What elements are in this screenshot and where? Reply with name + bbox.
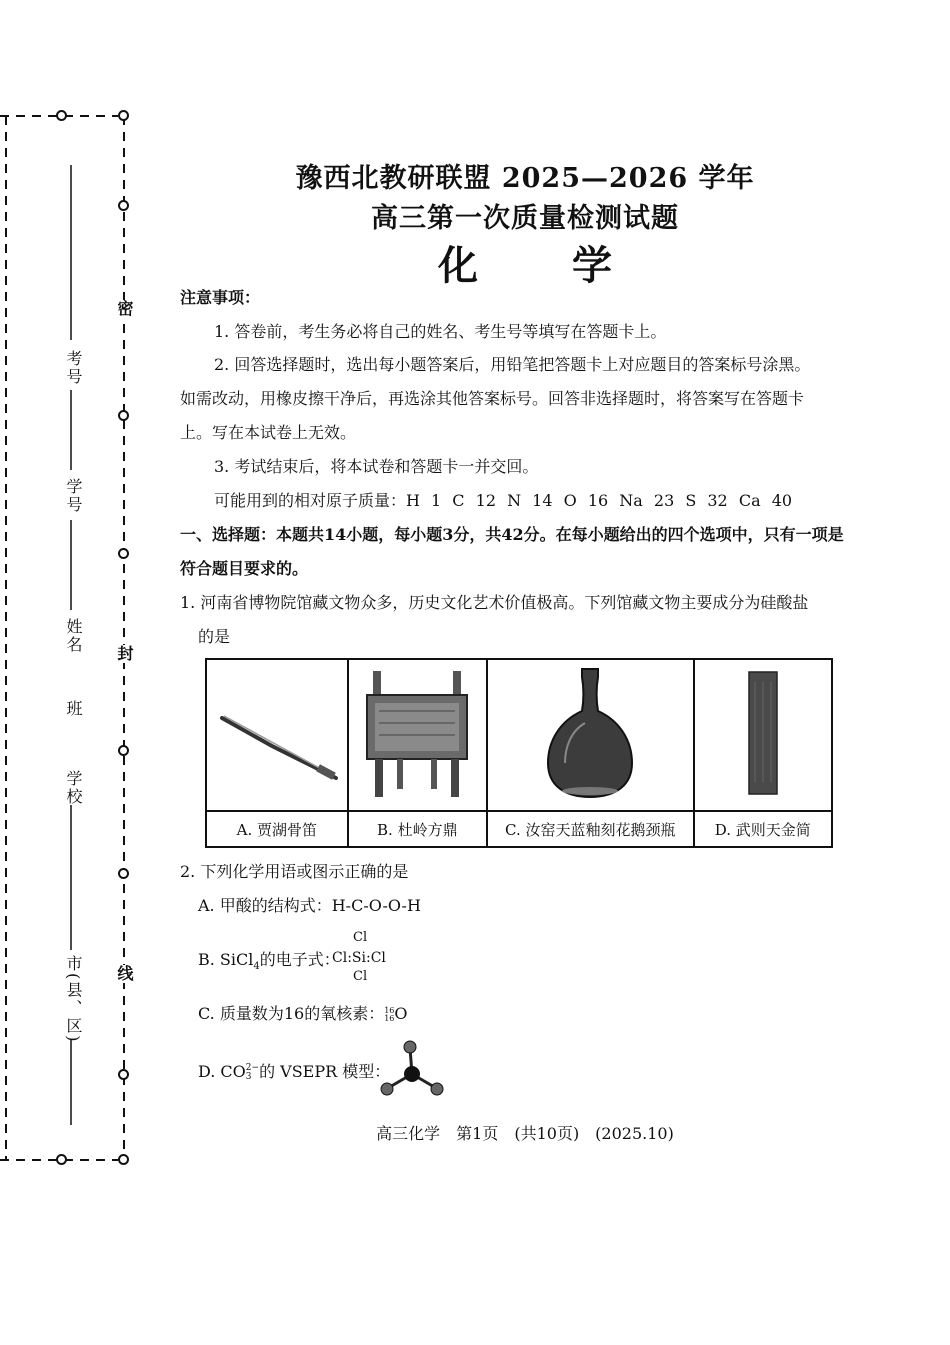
section1-heading-a: 一、选择题：本题共14小题，每小题3分，共42分。在每小题给出的四个选项中，只有一项是 xyxy=(180,525,844,544)
q2-option-b-prefix: B. SiCl xyxy=(198,950,254,969)
sicl4-row: Cl:Si:Cl xyxy=(332,950,386,966)
q1-options-table xyxy=(205,658,833,848)
q2-option-d-sub: 3 xyxy=(245,1071,252,1082)
field-label-class: 班 xyxy=(64,700,83,718)
vase-icon xyxy=(535,663,645,803)
notice-heading: 注意事项： xyxy=(180,288,261,307)
field-label-name: 姓名 xyxy=(64,618,83,654)
notice-item-2a: 2. 回答选择题时，选出每小题答案后，用铅笔把答题卡上对应题目的答案标号涂黑。 xyxy=(214,355,811,374)
seal-char-mid: 封 xyxy=(115,645,134,663)
q1-option-a: A. 贾湖骨笛 xyxy=(206,811,348,847)
notice-item-1: 1. 答卷前，考生务必将自己的姓名、考生号等填写在答题卡上。 xyxy=(214,322,667,341)
vsepr-model-icon xyxy=(378,1038,448,1102)
notice-item-3: 3. 考试结束后，将本试卷和答题卡一并交回。 xyxy=(214,457,539,476)
atomic-masses: 可能用到的相对原子质量：H 1 C 12 N 14 O 16 Na 23 S 32 Ca 40 xyxy=(214,491,793,510)
binding-dashed-lines xyxy=(0,0,170,1345)
field-label-city: 市(县、区) xyxy=(64,955,83,1044)
sicl4-cl-bottom: Cl xyxy=(353,969,368,984)
bone-flute-icon xyxy=(212,678,342,788)
q2-option-c xyxy=(198,1004,408,1024)
page-footer: 高三化学 第1页 (共10页) (2025.10) xyxy=(376,1124,674,1143)
q1-option-d: D. 武则天金简 xyxy=(694,811,832,847)
q1-stem-a: 1. 河南省博物院馆藏文物众多，历史文化艺术价值极高。下列馆藏文物主要成分为硅酸盐 xyxy=(180,593,809,612)
q2-option-d xyxy=(198,1062,390,1082)
gold-slip-icon xyxy=(743,668,783,798)
q2-option-d-prefix: D. CO xyxy=(198,1062,246,1081)
exam-title-line1: 豫西北教研联盟 2025—2026 学年 xyxy=(295,163,755,194)
seal-char-top: 密 xyxy=(115,300,134,318)
q2-option-c-text: C. 质量数为16的氧核素： xyxy=(198,1004,385,1023)
q2-option-b-sub: 4 xyxy=(253,961,260,973)
q2-option-d-sup: 2− xyxy=(245,1062,260,1073)
bronze-ding-image xyxy=(348,659,487,811)
notice-item-2c: 上。写在本试卷上无效。 xyxy=(180,423,357,442)
nuclide-atomic-number: 16 xyxy=(384,1013,395,1023)
q1-option-b: B. 杜岭方鼎 xyxy=(348,811,487,847)
seal-char-bottom: 线 xyxy=(115,965,134,983)
bronze-ding-icon xyxy=(357,663,477,803)
notice-item-2b: 如需改动，用橡皮擦干净后，再选涂其他答案标号。回答非选择题时，将答案写在答题卡 xyxy=(180,389,805,408)
q2-option-d-suffix: 的 VSEPR 模型： xyxy=(259,1062,391,1081)
gold-slip-image xyxy=(694,659,832,811)
field-label-exam-no: 考号 xyxy=(64,350,83,386)
sicl4-cl-top: Cl xyxy=(353,930,368,945)
q2-option-b-suffix: 的电子式： xyxy=(259,950,340,969)
section1-heading-b: 符合题目要求的。 xyxy=(180,559,309,578)
q2-option-a: A. 甲酸的结构式：H-C-O-O-H xyxy=(198,896,421,915)
exam-title-line2: 高三第一次质量检测试题 xyxy=(371,203,679,234)
q1-stem-b: 的是 xyxy=(198,627,231,646)
bone-flute-image xyxy=(206,659,348,811)
celadon-vase-image xyxy=(487,659,694,811)
field-label-school: 学校 xyxy=(64,770,83,806)
subject-title: 化 学 xyxy=(438,242,652,289)
q2-option-b xyxy=(198,950,340,977)
nuclide-symbol: O xyxy=(394,1004,408,1023)
q2-stem: 2. 下列化学用语或图示正确的是 xyxy=(180,862,409,881)
nuclide-mass-number: 16 xyxy=(384,1005,395,1015)
field-label-student-no: 学号 xyxy=(64,478,83,514)
q1-option-c: C. 汝窑天蓝釉刻花鹅颈瓶 xyxy=(487,811,694,847)
